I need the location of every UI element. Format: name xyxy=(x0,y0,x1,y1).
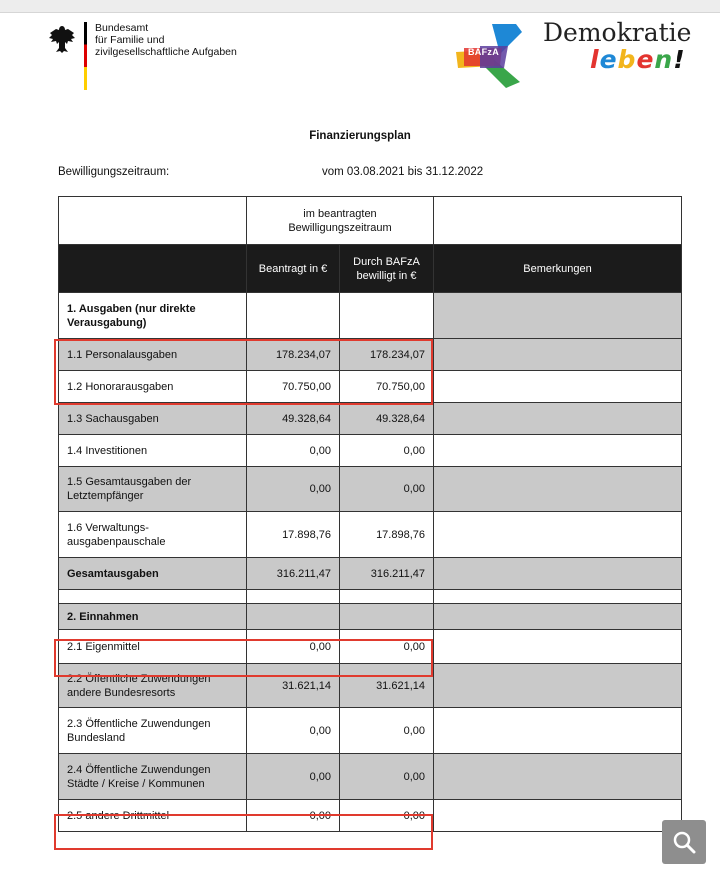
row-label: 2.1 Eigenmittel xyxy=(59,630,247,664)
total-row xyxy=(59,558,682,590)
remarks-cell xyxy=(434,512,682,558)
row-label: 2.3 Öffentliche Zuwendungen Bundesland xyxy=(59,708,247,754)
table-cell xyxy=(340,293,434,339)
total-requested: 316.211,47 xyxy=(247,558,340,590)
total-label: Gesamtausgaben xyxy=(59,558,247,590)
row-label: 1.6 Verwaltungs-ausgabenpauschale xyxy=(59,512,247,558)
ministry-name xyxy=(95,22,237,58)
row-label: 1.1 Personalausgaben xyxy=(59,339,247,371)
ministry-line-1: Bundesamt xyxy=(95,22,149,34)
requested-value: 0,00 xyxy=(247,630,340,664)
column-header-remarks: Bemerkungen xyxy=(434,245,682,293)
row-label: 1.5 Gesamtausgaben der Letztempfänger xyxy=(59,467,247,512)
approved-value: 0,00 xyxy=(340,467,434,512)
remarks-cell xyxy=(434,800,682,832)
approved-value: 0,00 xyxy=(340,435,434,467)
remarks-cell xyxy=(434,708,682,754)
browser-top-strip xyxy=(0,0,720,13)
period-label: Bewilligungszeitraum: xyxy=(58,166,170,178)
remarks-cell xyxy=(434,293,682,339)
remarks-cell xyxy=(434,664,682,708)
requested-value: 178.234,07 xyxy=(247,339,340,371)
leben-letter: e xyxy=(636,45,655,74)
table-cell xyxy=(59,590,247,604)
ministry-line-3: zivilgesellschaftliche Aufgaben xyxy=(95,46,237,58)
document-title: Finanzierungsplan xyxy=(309,130,411,142)
total-approved: 316.211,47 xyxy=(340,558,434,590)
row-label: 1.3 Sachausgaben xyxy=(59,403,247,435)
federal-color-bar xyxy=(84,22,87,90)
table-cell xyxy=(340,604,434,630)
column-header-approved: Durch BAFzA bewilligt in € xyxy=(340,245,434,293)
approved-value: 178.234,07 xyxy=(340,339,434,371)
bafza-logo-text: BAFzA xyxy=(468,47,499,57)
section-row xyxy=(59,604,682,630)
leben-letter: l xyxy=(590,45,600,74)
header-empty-cell xyxy=(59,197,247,245)
table-row xyxy=(59,403,682,435)
magnifier-icon xyxy=(672,830,696,854)
row-label: 1.2 Honorarausgaben xyxy=(59,371,247,403)
requested-value: 49.328,64 xyxy=(247,403,340,435)
ministry-line-2: für Familie und xyxy=(95,34,165,46)
approved-value: 17.898,76 xyxy=(340,512,434,558)
demokratie-logo-line2 xyxy=(590,45,686,74)
approved-value: 31.621,14 xyxy=(340,664,434,708)
requested-value: 0,00 xyxy=(247,435,340,467)
row-label: 2.5 andere Drittmittel xyxy=(59,800,247,832)
column-header-row xyxy=(59,245,682,293)
column-header-requested: Beantragt in € xyxy=(247,245,340,293)
remarks-cell xyxy=(434,403,682,435)
header-empty-remarks xyxy=(434,197,682,245)
table-row xyxy=(59,664,682,708)
column-header-label xyxy=(59,245,247,293)
requested-value: 31.621,14 xyxy=(247,664,340,708)
remarks-cell xyxy=(434,604,682,630)
table-row xyxy=(59,800,682,832)
table-row xyxy=(59,630,682,664)
leben-letter: n xyxy=(654,45,674,74)
remarks-cell xyxy=(434,754,682,800)
table-row xyxy=(59,708,682,754)
financing-plan-table xyxy=(58,196,682,832)
table-cell xyxy=(247,604,340,630)
approved-value: 0,00 xyxy=(340,754,434,800)
row-label: 1.4 Investitionen xyxy=(59,435,247,467)
table-cell xyxy=(340,590,434,604)
period-value: vom 03.08.2021 bis 31.12.2022 xyxy=(322,166,484,178)
requested-value: 17.898,76 xyxy=(247,512,340,558)
row-label: 2.4 Öffentliche Zuwendungen Städte / Kreise / Kommunen xyxy=(59,754,247,800)
table-row xyxy=(59,435,682,467)
table-cell xyxy=(247,293,340,339)
table-row xyxy=(59,467,682,512)
requested-value: 0,00 xyxy=(247,754,340,800)
approved-value: 0,00 xyxy=(340,800,434,832)
requested-value: 0,00 xyxy=(247,467,340,512)
table-row xyxy=(59,371,682,403)
remarks-cell xyxy=(434,435,682,467)
table-row xyxy=(59,339,682,371)
table-row xyxy=(59,512,682,558)
demokratie-logo-line1: Demokratie xyxy=(543,18,692,47)
leben-letter: b xyxy=(617,45,637,74)
table-cell xyxy=(247,590,340,604)
zoom-search-button[interactable] xyxy=(662,820,706,864)
section-label: 1. Ausgaben (nur direkte Verausgabung) xyxy=(59,293,247,339)
remarks-cell xyxy=(434,467,682,512)
leben-letter: e xyxy=(599,45,618,74)
table-row xyxy=(59,754,682,800)
table-cell xyxy=(434,590,682,604)
row-label: 2.2 Öffentliche Zuwendungen andere Bundesresorts xyxy=(59,664,247,708)
table-header-row xyxy=(59,197,682,245)
remarks-cell xyxy=(434,339,682,371)
section-row xyxy=(59,293,682,339)
remarks-cell xyxy=(434,630,682,664)
requested-value: 70.750,00 xyxy=(247,371,340,403)
approved-value: 49.328,64 xyxy=(340,403,434,435)
remarks-cell xyxy=(434,558,682,590)
approved-value: 70.750,00 xyxy=(340,371,434,403)
approved-value: 0,00 xyxy=(340,708,434,754)
leben-letter: ! xyxy=(673,45,686,74)
spacer-row xyxy=(59,590,682,604)
requested-value: 0,00 xyxy=(247,800,340,832)
remarks-cell xyxy=(434,371,682,403)
section-label: 2. Einnahmen xyxy=(59,604,247,630)
federal-eagle-icon xyxy=(48,24,76,54)
requested-value: 0,00 xyxy=(247,708,340,754)
period-header-cell: im beantragten Bewilligungszeitraum xyxy=(247,197,434,245)
approved-value: 0,00 xyxy=(340,630,434,664)
